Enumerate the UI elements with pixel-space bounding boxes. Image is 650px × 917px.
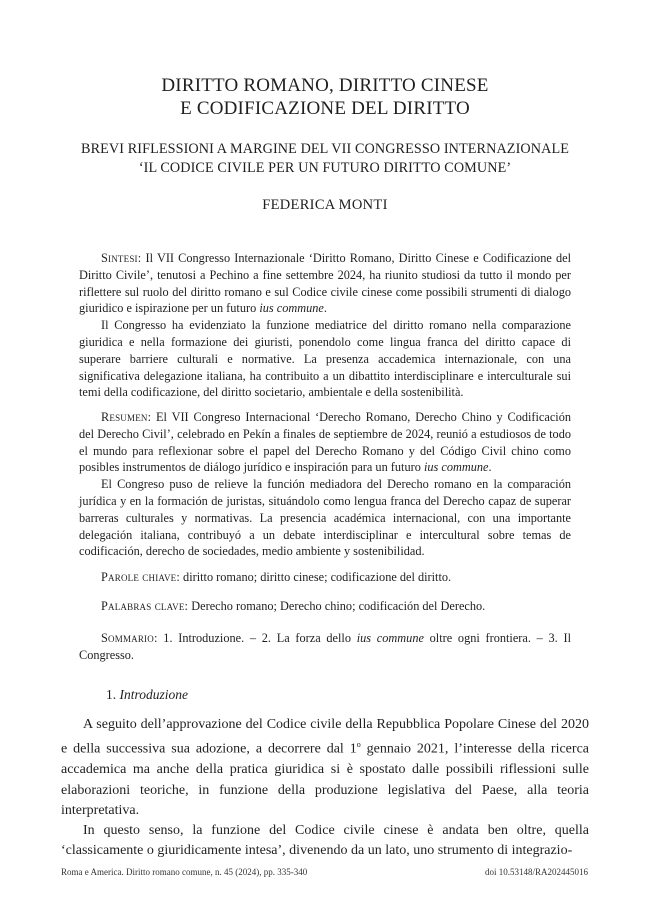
footer-doi: doi 10.53148/RA202445016 [484, 867, 588, 877]
body-text [61, 715, 589, 862]
title-line-2: E CODIFICAZIONE DEL DIRITTO [180, 98, 470, 119]
parole-chiave-text: diritto romano; diritto cinese; codificazione del diritto. [179, 570, 452, 584]
keywords-spanish [79, 598, 571, 615]
section-number: 1. [106, 687, 120, 702]
resumen-end: . [488, 460, 492, 475]
sintesi-emphasis: ius commune [259, 301, 324, 316]
abstract-spanish-p1 [79, 409, 571, 476]
footer-citation: Roma e America. Diritto romano comune, n. 45 (2024), pp. 335-340 [61, 867, 308, 877]
section-heading [106, 686, 188, 704]
resumen-emphasis: ius commune [423, 460, 489, 475]
article-title [60, 74, 590, 120]
sommario-label: Sommario: [101, 631, 158, 645]
abstract-italian-p2: Il Congresso ha evidenziato la funzione mediatrice del diritto romano nella comparazione giuridica e nella formazione dei giuristi, ponendolo come lingua franca del diritto capace di superare barriere culturali e normative. La presenza accademica internazionale, con una significativa delegazione italiana, ha contribuito a un dibattito interdisciplinare e interculturale sui temi della codificazione, del diritto societario, ambientale e della sostenibilità. [79, 318, 571, 400]
body-paragraph-1 [61, 715, 589, 821]
sintesi-end: . [323, 301, 327, 316]
abstract-spanish [79, 409, 571, 560]
resumen-text: El VII Congreso Internacional ‘Derecho Romano, Derecho Chino y Codificación del Derecho Civil’, celebrado en Pekín a finales de septiembre de 2024, reunió a estudiosos de todo el mundo para reflexionar sobre el papel del Derecho Romano y del Código Civil chino como posibles instrumentos de diálogo jurídico e inspiración para un futuro [79, 410, 571, 475]
parole-chiave-label: Parole chiave: [101, 570, 180, 584]
sintesi-text: Il VII Congresso Internazionale ‘Diritto Romano, Diritto Cinese e Codificazione del Diritto Civile’, tenutosi a Pechino a fine settembre 2024, ha riunito studiosi da tutto il mondo per riflettere sul ruolo del diritto romano e sul Codice civile cinese come possibili strumenti di dialogo giuridico e ispirazione per un futuro [79, 251, 571, 316]
body-p1-text: A seguito dell’approvazione del Codice civile della Repubblica Popolare Cinese del 2020 e della successiva sua adozione, a decorrere dal 1 [61, 717, 589, 757]
palabras-clave-label: Palabras clave: [101, 599, 189, 613]
abstract-italian [79, 250, 571, 401]
sintesi-label: Sintesi: [101, 251, 142, 265]
body-p1-superscript: o [356, 740, 361, 750]
palabras-clave-text: Derecho romano; Derecho chino; codificación del Derecho. [188, 599, 486, 613]
sommario-text-end: oltre ogni frontiera. – 3. Il Congresso. [79, 631, 571, 662]
article-subtitle [45, 140, 605, 178]
sommario-emphasis: ius commune [356, 631, 424, 645]
resumen-label: Resumen: [101, 410, 152, 424]
summary [79, 630, 571, 664]
author-name: FEDERICA MONTI [262, 197, 388, 213]
sommario-text: 1. Introduzione. – 2. La forza dello [157, 631, 357, 645]
body-paragraph-2: In questo senso, la funzione del Codice civile cinese è andata ben oltre, quella ‘classicamente o giuridicamente intesa’, divenendo da un lato, uno strumento di integrazio- [61, 823, 589, 859]
abstract-spanish-p2: El Congreso puso de relieve la función mediadora del Derecho romano en la comparación jurídica y en la formación de juristas, situándolo como lengua franca del Derecho capaz de superar barreras culturales y normativas. La presencia académica internacional, con una importante delegación italiana, contribuyó a un debate interdisciplinar e intercultural sobre temas de codificación, derecho de sociedades, medio ambiente y sostenibilidad. [79, 477, 571, 559]
body-p1-text-end: gennaio 2021, l’interesse della ricerca accademica ma anche della pratica giuridica si è spostato dalle possibili riflessioni sulle elaborazioni teoriche, in funzione della produzione legislativa del Paese, alla teoria interpretativa. [61, 741, 589, 818]
title-line-1: DIRITTO ROMANO, DIRITTO CINESE [161, 75, 489, 96]
subtitle-line-1: BREVI RIFLESSIONI A MARGINE DEL VII CONGRESSO INTERNAZIONALE [81, 141, 569, 157]
abstract-italian-p1 [79, 250, 571, 317]
subtitle-line-2: ‘IL CODICE CIVILE PER UN FUTURO DIRITTO COMUNE’ [138, 160, 512, 176]
section-title: Introduzione [119, 687, 188, 702]
keywords-italian [79, 569, 571, 586]
